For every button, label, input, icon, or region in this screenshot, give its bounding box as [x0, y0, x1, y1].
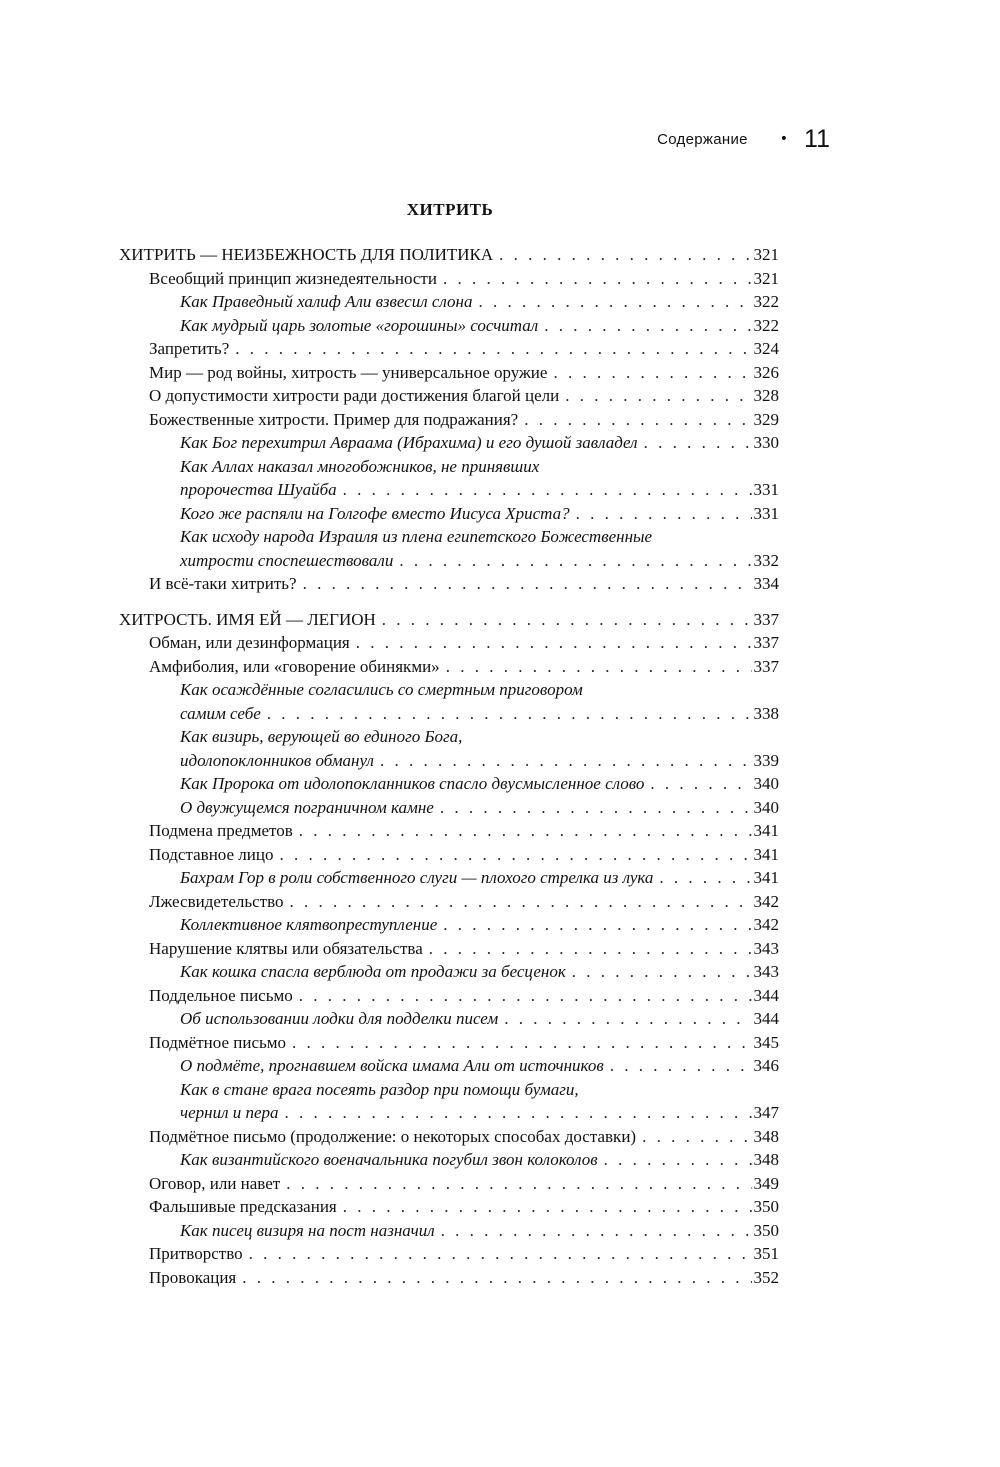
toc-entry-title: Лжесвидетельство: [149, 891, 284, 911]
toc-entry-title: Провокация: [149, 1267, 237, 1287]
toc-entry[interactable]: [119, 1031, 779, 1055]
dot-leader: [553, 361, 751, 385]
toc-entry-page: 340: [753, 797, 779, 817]
toc-entry-page: 338: [753, 703, 779, 723]
toc-entry-title: Как Праведный халиф Али взвесил слона: [180, 292, 473, 311]
toc-entry-title: самим себе: [180, 703, 261, 723]
dot-leader: [299, 984, 752, 1008]
toc-entry-title-line1: Как визирь, верующей во единого Бога,: [180, 727, 463, 746]
toc-entry[interactable]: [119, 772, 779, 796]
dot-leader: [572, 960, 752, 984]
toc-entry[interactable]: [119, 502, 779, 526]
toc-entry-title: Кого же распяли на Голгофе вместо Иисуса Христа?: [180, 503, 570, 523]
toc-entry[interactable]: [119, 1148, 779, 1172]
toc-entry[interactable]: [119, 1172, 779, 1196]
toc-entry-title: Об использовании лодки для подделки писем: [180, 1009, 499, 1028]
toc-entry[interactable]: [119, 267, 779, 291]
dot-leader: [499, 243, 751, 267]
toc-entry-title: хитрости споспешествовали: [180, 550, 394, 570]
toc-entry[interactable]: [119, 796, 779, 820]
toc-entry-title: Подставное лицо: [149, 844, 274, 864]
toc-entry-title: Как мудрый царь золотые «горошины» сосчитал: [180, 315, 539, 335]
dot-leader: [382, 608, 752, 632]
toc-entry[interactable]: [119, 1125, 779, 1149]
toc-entry[interactable]: [119, 866, 779, 890]
toc-entry-page: 330: [753, 433, 779, 452]
toc-entry[interactable]: [119, 913, 779, 937]
toc-entry[interactable]: [119, 1195, 779, 1219]
toc-entry[interactable]: [119, 890, 779, 914]
toc-entry[interactable]: [119, 361, 779, 385]
toc-entry[interactable]: [119, 702, 779, 726]
toc-entry-page: 350: [753, 1197, 779, 1216]
toc-entry-title: Как Пророка от идолопокланников спасло двусмысленное слово: [180, 774, 645, 793]
dot-leader: [576, 502, 752, 526]
toc-entry-page: 343: [753, 962, 779, 981]
toc-entry-page: 341: [753, 844, 779, 864]
dot-leader: [610, 1054, 752, 1078]
dot-leader: [399, 549, 751, 573]
toc-entry[interactable]: [119, 290, 779, 314]
dot-leader: [267, 702, 752, 726]
toc-entry[interactable]: [119, 655, 779, 679]
toc-group: [119, 243, 779, 596]
toc-entry-page: 345: [753, 1032, 779, 1052]
toc-entry[interactable]: [119, 1242, 779, 1266]
toc-entry-page: 331: [753, 480, 779, 499]
dot-leader: [478, 290, 751, 314]
toc-entry-title: Всеобщий принцип жизнедеятельности: [149, 268, 437, 288]
toc-entry-title: Как кошка спасла верблюда от продажи за бесценок: [180, 962, 566, 981]
toc-entry-title: О допустимости хитрости ради достижения благой цели: [149, 386, 560, 405]
toc-entry-title: идолопоклонников обманул: [180, 750, 374, 770]
toc-entry-title: Как византийского военачальника погубил звон колоколов: [180, 1150, 598, 1169]
toc-entry-page: 337: [753, 656, 779, 676]
dot-leader: [279, 843, 751, 867]
toc-entry[interactable]: [119, 819, 779, 843]
toc-entry-page: 347: [753, 1103, 779, 1122]
toc-entry-page: 334: [753, 574, 779, 593]
toc-entry-page: 350: [753, 1220, 779, 1240]
toc-entry-page: 344: [753, 1009, 779, 1028]
toc-entry-title: Коллективное клятвопреступление: [180, 915, 438, 934]
toc-entry-page: 352: [753, 1267, 779, 1287]
dot-leader: [285, 1101, 752, 1125]
toc-entry-page: 342: [753, 891, 779, 911]
running-head-title: Содержание: [657, 130, 748, 148]
toc-entry[interactable]: [119, 1266, 779, 1290]
bullet-icon: •: [779, 131, 789, 147]
toc-entry-title: Подмётное письмо: [149, 1032, 287, 1052]
toc-entry[interactable]: [119, 1219, 779, 1243]
dot-leader: [544, 314, 751, 338]
dot-leader: [644, 431, 752, 455]
page-number: 11: [804, 124, 830, 153]
dot-leader: [504, 1007, 751, 1031]
toc-chapter[interactable]: [119, 608, 779, 632]
toc-group: [119, 608, 779, 1290]
dot-leader: [289, 890, 751, 914]
toc-entry-title: ХИТРИТЬ — НЕИЗБЕЖНОСТЬ ДЛЯ ПОЛИТИКА: [119, 245, 494, 264]
toc-entry-title: Запретить?: [149, 339, 230, 358]
toc-entry-title: Мир — род войны, хитрость — универсальное оружие: [149, 362, 548, 382]
toc-entry[interactable]: [119, 408, 779, 432]
toc-entry-title: Поддельное письмо: [149, 985, 293, 1005]
dot-leader: [380, 749, 752, 773]
dot-leader: [642, 1125, 751, 1149]
toc-entry[interactable]: [119, 549, 779, 573]
toc-entry-title: Фальшивые предсказания: [149, 1197, 337, 1216]
toc-entry-page: 344: [753, 985, 779, 1005]
dot-leader: [443, 913, 751, 937]
toc-entry-page: 340: [753, 774, 779, 793]
toc-entry-title: ХИТРОСТЬ. ИМЯ ЕЙ — ЛЕГИОН: [119, 609, 376, 629]
toc-entry-page: 341: [753, 868, 779, 887]
dot-leader: [292, 1031, 751, 1055]
toc-entry[interactable]: [119, 843, 779, 867]
toc-entry-title: Подмётное письмо (продолжение: о некоторых способах доставки): [149, 1126, 637, 1146]
dot-leader: [242, 1266, 751, 1290]
dot-leader: [565, 384, 751, 408]
toc-entry-page: 322: [753, 315, 779, 335]
toc-entry-title: чернил и пера: [180, 1103, 279, 1122]
toc-entry-title: Как писец визиря на пост назначил: [180, 1220, 435, 1240]
dot-leader: [235, 337, 751, 361]
toc-entry[interactable]: [119, 1054, 779, 1078]
toc-entry-title: Бахрам Гор в роли собственного слуги — плохого стрелка из лука: [180, 868, 654, 887]
toc-entry-title: Притворство: [149, 1244, 243, 1263]
dot-leader: [303, 572, 752, 596]
toc-entry[interactable]: [119, 631, 779, 655]
dot-leader: [343, 1195, 752, 1219]
dot-leader: [446, 655, 752, 679]
toc-entry-page: 328: [753, 386, 779, 405]
dot-leader: [429, 937, 752, 961]
dot-leader: [286, 1172, 751, 1196]
toc-entry-page: 324: [753, 339, 779, 358]
toc-entry-page: 348: [753, 1150, 779, 1169]
dot-leader: [524, 408, 751, 432]
dot-leader: [356, 631, 752, 655]
toc-entry[interactable]: [119, 572, 779, 596]
toc-entry-page: 322: [753, 292, 779, 311]
toc-entry-title-line1: Как осаждённые согласились со смертным приговором: [180, 680, 583, 699]
toc-entry[interactable]: [119, 960, 779, 984]
toc-entry-page: 339: [753, 750, 779, 770]
toc-entry[interactable]: [119, 314, 779, 338]
toc-entry[interactable]: [119, 478, 779, 502]
dot-leader: [443, 267, 752, 291]
toc-entry-page: 349: [753, 1173, 779, 1193]
toc-chapter[interactable]: [119, 243, 779, 267]
toc-entry-page: 337: [753, 633, 779, 652]
toc-entry-page: 348: [753, 1126, 779, 1146]
toc-entry-page: 321: [753, 268, 779, 288]
table-of-contents: [119, 243, 779, 1301]
toc-entry-page: 342: [753, 915, 779, 934]
dot-leader: [249, 1242, 752, 1266]
toc-entry-page: 332: [753, 550, 779, 570]
toc-entry[interactable]: [119, 1101, 779, 1125]
dot-leader: [299, 819, 752, 843]
toc-entry-title: Оговор, или навет: [149, 1173, 281, 1193]
toc-entry-title: И всё-таки хитрить?: [149, 574, 297, 593]
toc-entry-page: 321: [753, 245, 779, 264]
toc-entry-page: 343: [753, 938, 779, 958]
toc-entry[interactable]: [119, 937, 779, 961]
section-title: ХИТРИТЬ: [406, 200, 494, 219]
toc-entry-title: Обман, или дезинформация: [149, 633, 350, 652]
toc-entry[interactable]: [119, 749, 779, 773]
toc-entry[interactable]: [119, 431, 779, 455]
toc-entry[interactable]: [119, 384, 779, 408]
toc-entry-title-line1: Как Аллах наказал многобожников, не принявших: [180, 456, 540, 476]
toc-entry-title: Амфиболия, или «говорение обинякми»: [149, 656, 440, 676]
toc-entry-page: 346: [753, 1056, 779, 1075]
toc-entry-title: О подмёте, прогнавшем войска имама Али от источников: [180, 1056, 604, 1075]
dot-leader: [659, 866, 751, 890]
toc-entry-title: пророчества Шуайба: [180, 480, 337, 499]
toc-entry-page: 326: [753, 362, 779, 382]
toc-entry[interactable]: [119, 984, 779, 1008]
toc-entry-title: О двужущемся пограничном камне: [180, 797, 434, 817]
toc-entry-page: 337: [753, 609, 779, 629]
toc-entry-page: 331: [753, 503, 779, 523]
toc-entry-title: Божественные хитрости. Пример для подражания?: [149, 409, 519, 429]
toc-entry[interactable]: [119, 337, 779, 361]
toc-entry-title: Нарушение клятвы или обязательства: [149, 938, 423, 958]
toc-entry-page: 329: [753, 409, 779, 429]
dot-leader: [343, 478, 752, 502]
toc-entry-title-line1: Как исходу народа Израиля из плена египетского Божественные: [180, 527, 653, 546]
dot-leader: [441, 1219, 752, 1243]
toc-entry-page: 341: [753, 821, 779, 840]
dot-leader: [604, 1148, 752, 1172]
dot-leader: [650, 772, 751, 796]
running-head: [0, 124, 830, 154]
toc-entry-title: Как Бог перехитрил Авраама (Ибрахима) и его душой завладел: [180, 433, 638, 452]
toc-entry-title: Подмена предметов: [149, 821, 293, 840]
dot-leader: [440, 796, 752, 820]
toc-entry-title-line1: Как в стане врага посеять раздор при помощи бумаги,: [180, 1079, 579, 1099]
toc-entry-page: 351: [753, 1244, 779, 1263]
toc-entry[interactable]: [119, 1007, 779, 1031]
